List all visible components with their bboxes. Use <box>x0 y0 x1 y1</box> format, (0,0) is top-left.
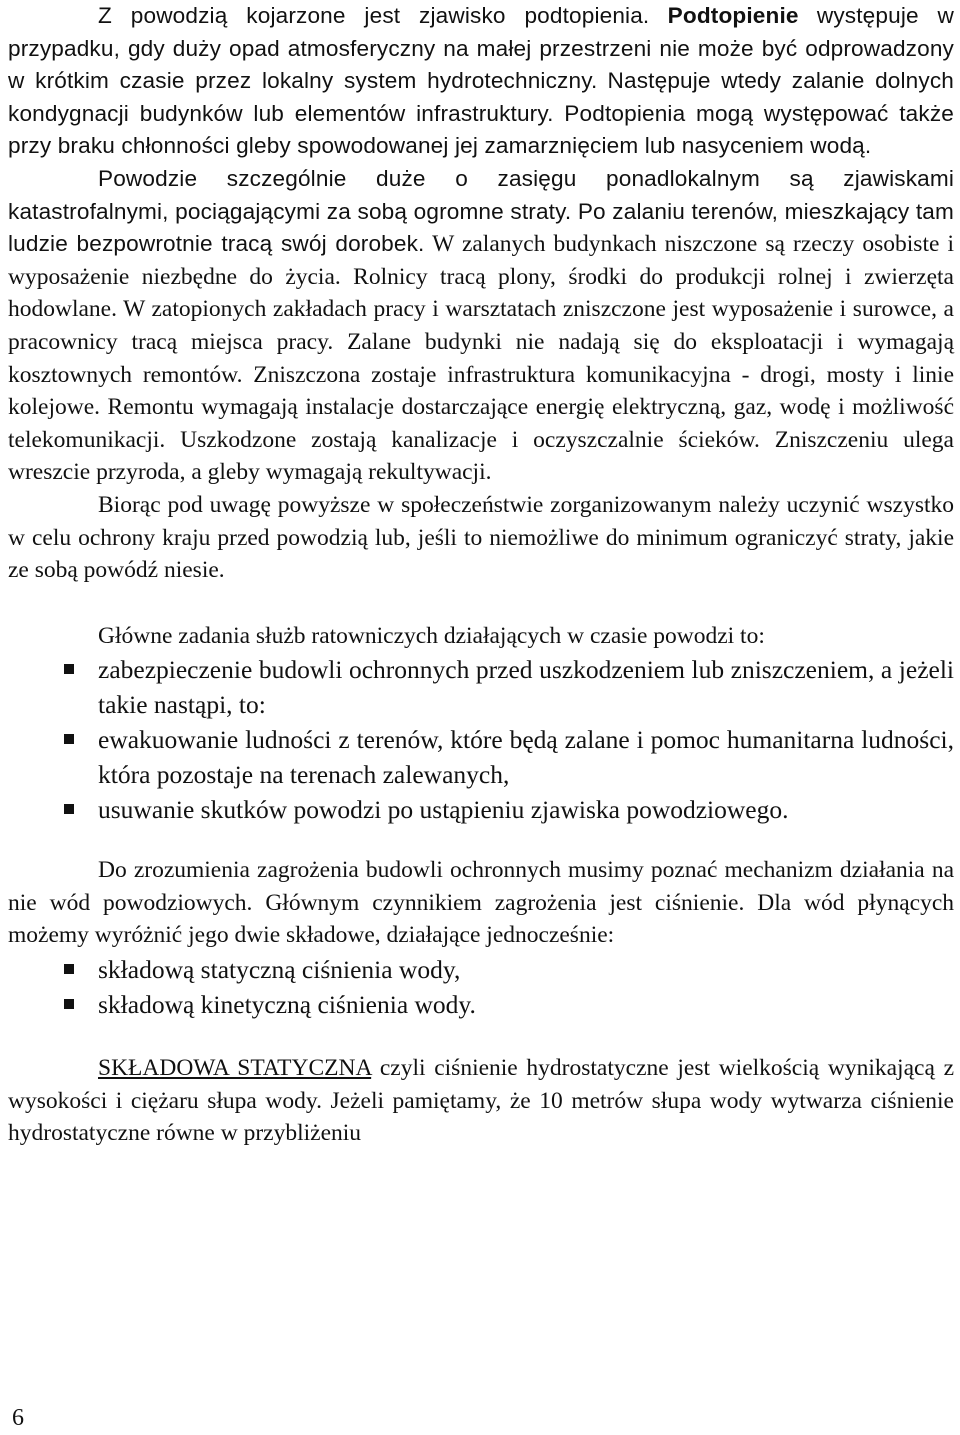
tasks-list <box>8 652 954 827</box>
list-item-text: ewakuowanie ludności z terenów, które będą zalane i pomoc humanitarna ludności, która pozostaje na terenach zalewanych, <box>98 725 954 790</box>
paragraph-text: Z powodzią kojarzone jest zjawisko podtopienia. <box>98 3 650 28</box>
tasks-intro: Główne zadania służb ratowniczych działających w czasie powodzi to: <box>98 622 765 649</box>
paragraph-cisnienie: Do zrozumienia zagrożenia budowli ochronnych musimy poznać mechanizm działania na nie wód powodziowych. Głównym czynnikiem zagrożenia jest ciśnienie. Dla wód płynących możemy wyróżnić jego dwie składowe, działające jednocześnie: <box>8 857 954 949</box>
square-bullet-icon <box>64 734 74 744</box>
list-item <box>8 792 954 827</box>
components-list <box>8 952 954 1022</box>
list-item-text: zabezpieczenie budowli ochronnych przed uszkodzeniem lub zniszczeniem, a jeżeli takie nastąpi, to: <box>98 655 954 720</box>
paragraph-text: Następuje wtedy zalanie dolnych kondygnacji budynków lub elementów infrastruktury. Podtopienia mogą występować także przy braku chłonności gleby spowodowanej jej zamarznięciem lub nasyceniem wodą. <box>8 68 955 159</box>
spacer <box>8 1022 954 1052</box>
list-item-text: składową statyczną ciśnienia wody, <box>98 955 461 985</box>
list-item-text: składową kinetyczną ciśnienia wody. <box>98 990 476 1020</box>
list-item <box>8 952 954 987</box>
list-item <box>8 722 954 792</box>
paragraph-text: W zalanych budynkach niszczone są rzeczy osobiste i wyposażenie niezbędne do życia. Rolnicy tracą plony, środki do produkcji rolnej i zwierzęta hodowlane. W zatopionych zakładach pracy i warsztatach zniszczone jest wyposażenie i surowce, a pracownicy tracą miejsca pracy. Zalane budynki nie nadają się do eksploatacji i wymagają kosztownych remontów. Zniszczona zostaje infrastruktura komunikacyjna - drogi, mosty i linie kolejowe. Remontu wymagają instalacje dostarczające energię elektryczną, gaz, wodę i możliwość telekomunikacji. Uszkodzone zostają kanalizacje i oczyszczalnie ścieków. Zniszczeniu ulega wreszcie przyroda, a gleby wymagają rekultywacji. <box>8 231 954 486</box>
list-item <box>8 987 954 1022</box>
bold-term: Podtopienie <box>667 3 799 28</box>
square-bullet-icon <box>64 664 74 674</box>
square-bullet-icon <box>64 999 74 1009</box>
document-page <box>8 0 954 1150</box>
paragraph-skladowa-statyczna <box>8 1052 954 1150</box>
list-item <box>8 652 954 722</box>
paragraph-straty <box>8 163 954 489</box>
spacer <box>8 827 954 854</box>
section-heading-underlined: SKŁADOWA STATYCZNA <box>98 1055 372 1082</box>
square-bullet-icon <box>64 804 74 814</box>
paragraph-ochrona: Biorąc pod uwagę powyższe w społeczeństwie zorganizowanym należy uczynić wszystko w celu ochrony kraju przed powodzią lub, jeśli to niemożliwe do minimum ograniczyć straty, jakie ze sobą powódź niesie. <box>8 491 954 584</box>
square-bullet-icon <box>64 964 74 974</box>
paragraph-text: występuje w przypadku, gdy duży opad atmosferyczny na małej przestrzeni nie może być odprowadzony w krótkim czasie przez lokalny system hydrotechniczny. <box>8 3 955 94</box>
paragraph-text: Powodzie szczególnie duże o zasięgu ponadlokalnym są zjawiskami katastrofalnymi, pociągającymi za sobą ogromne straty. Po zalaniu terenów, mieszkający tam ludzie bezpowrotnie tracą swój dorobek. <box>8 165 954 257</box>
spacer <box>8 587 954 620</box>
paragraph-text: czyli ciśnienie hydrostatyczne jest wielkością wynikającą z wysokości i ciężaru słupa wody. Jeżeli pamiętamy, że 10 metrów słupa wody wytwarza ciśnienie hydrostatyczne równe w przybliżeniu <box>8 1055 954 1147</box>
page-number: 6 <box>12 1405 24 1431</box>
paragraph-podtopienie <box>8 0 954 163</box>
list-item-text: usuwanie skutków powodzi po ustąpieniu zjawiska powodziowego. <box>98 795 789 825</box>
